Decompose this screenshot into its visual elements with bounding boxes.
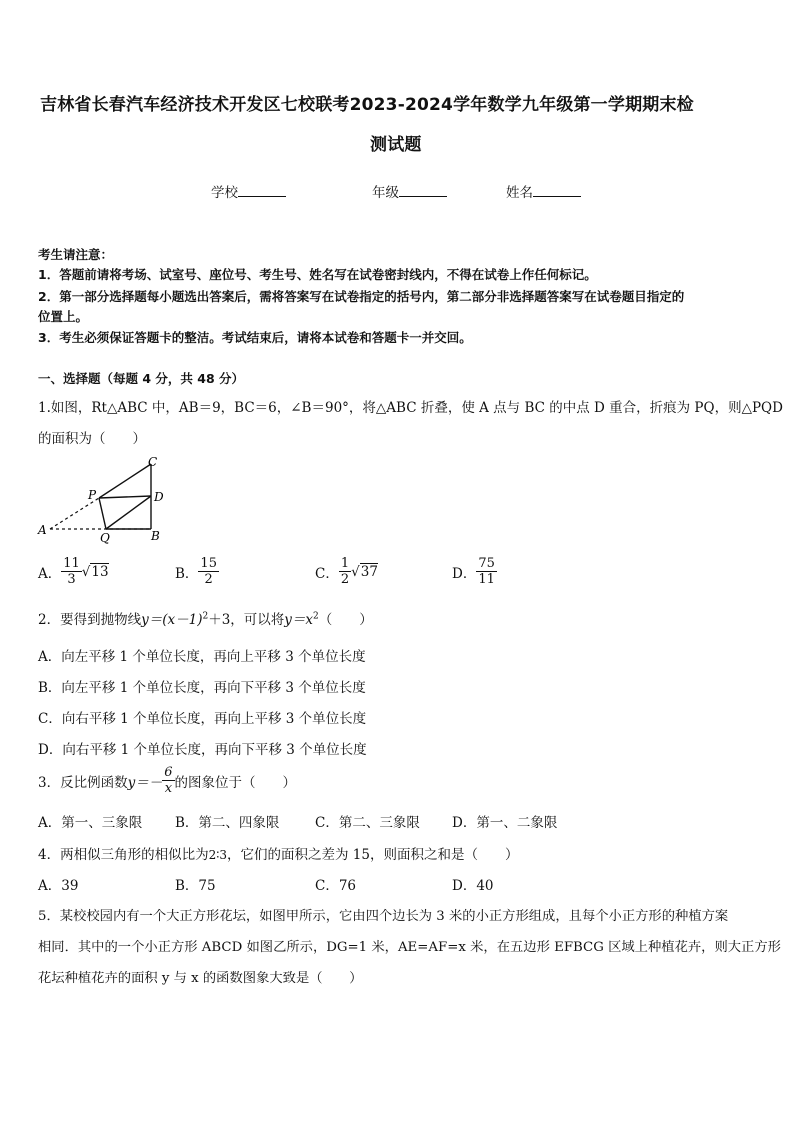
- q2-option-b: B．向左平移 1 个单位长度，再向下平移 3 个单位长度: [38, 680, 366, 696]
- q2-option-c: C．向右平移 1 个单位长度，再向上平移 3 个单位长度: [38, 711, 367, 727]
- q3-option-d: D．第一、二象限: [452, 815, 558, 831]
- school-label: 学校: [211, 185, 238, 201]
- q1-option-d: D． $\frac{75}{11}$: [452, 556, 495, 587]
- q4-option-d: D．40: [452, 878, 494, 894]
- name-label: 姓名: [506, 185, 533, 201]
- grade-label: 年级: [372, 185, 399, 201]
- school-field: [211, 181, 286, 201]
- label-a: A: [38, 523, 47, 537]
- label-d: D: [154, 490, 164, 504]
- notice-item-2-cont: 位置上。: [38, 309, 89, 324]
- q1-text-line1: 1.如图，Rt△ABC 中，AB＝9，BC＝6，∠B＝90°，将△ABC 折叠，使 A 点与 BC 的中点 D 重合，折痕为 PQ，则△PQD: [38, 400, 783, 416]
- q3-option-c: C．第二、三象限: [315, 815, 420, 831]
- label-q: Q: [100, 531, 110, 545]
- q4-option-c: C．76: [315, 878, 357, 894]
- q3-option-b: B．第二、四象限: [175, 815, 280, 831]
- notice-item-3: 3．考生必须保证答题卡的整洁。考试结束后，请将本试卷和答题卡一并交回。: [38, 330, 472, 345]
- q1-option-b-fraction: $\frac{15}{2}$: [200, 556, 217, 587]
- page-title-line2: 测试题: [370, 135, 422, 155]
- notice-item-1: 1．答题前请将考场、试室号、座位号、考生号、姓名写在试卷密封线内，不得在试卷上作任何标记。: [38, 267, 597, 282]
- school-blank: [238, 184, 286, 197]
- q1-text-line2: 的面积为（ ）: [38, 431, 146, 447]
- q3-fraction: $\frac{6}{x}$: [164, 765, 173, 796]
- notice-item-2: 2．第一部分选择题每小题选出答案后，需将答案写在试卷指定的括号内，第二部分非选择题答案写在试卷题目指定的: [38, 289, 685, 304]
- section-heading: 一、选择题（每题 4 分，共 48 分）: [38, 371, 245, 386]
- page-title-line1: 吉林省长春汽车经济技术开发区七校联考2023-2024学年数学九年级第一学期期末检: [40, 95, 694, 115]
- q1-option-d-fraction: $\frac{75}{11}$: [478, 556, 495, 587]
- q4-option-a: A．39: [38, 878, 79, 894]
- q1-option-a-fraction: $\frac{11}{3}$: [63, 556, 80, 587]
- q4-stem: 4．两相似三角形的相似比为2∶3，它们的面积之差为 15，则面积之和是（ ）: [38, 847, 519, 863]
- q5-text-line3: 花坛种植花卉的面积 y 与 x 的函数图象大致是（ ）: [38, 971, 363, 986]
- name-blank: [533, 184, 581, 197]
- q2-option-d: D．向右平移 1 个单位长度，再向下平移 3 个单位长度: [38, 742, 367, 758]
- q3-option-a: A．第一、三象限: [38, 815, 143, 831]
- q1-option-c: C． $\frac{1}{2}$ √ 37: [315, 556, 378, 587]
- q4-option-b: B．75: [175, 878, 216, 894]
- notice-heading: 考生请注意：: [38, 247, 114, 262]
- label-c: C: [148, 455, 158, 469]
- q3-stem: 3．反比例函数 y＝－ $\frac{6}{x}$ 的图象位于（ ）: [38, 765, 297, 796]
- q1-option-b: B． $\frac{15}{2}$: [175, 556, 217, 587]
- q5-text-line1: 5．某校校园内有一个大正方形花坛，如图甲所示，它由四个边长为 3 米的小正方形组成，且每个小正方形的种植方案: [38, 909, 729, 924]
- label-b: B: [151, 529, 160, 543]
- q1-triangle-figure: [30, 452, 180, 547]
- grade-blank: [399, 184, 447, 197]
- grade-field: [372, 181, 447, 201]
- q2-stem: 2．要得到抛物线$y=(x-1)^2+3$，可以将$y=x^2$（ ）: [38, 611, 373, 628]
- name-field: [506, 181, 581, 201]
- label-p: P: [88, 488, 97, 502]
- q2-option-a: A．向左平移 1 个单位长度，再向上平移 3 个单位长度: [38, 649, 366, 665]
- q1-option-c-fraction: $\frac{1}{2}$: [340, 556, 350, 587]
- q5-text-line2: 相同．其中的一个小正方形 ABCD 如图乙所示，DG=1 米，AE=AF=x 米，在五边形 EFBCG 区域上种植花卉，则大正方形: [38, 940, 781, 955]
- q1-option-a: A． $\frac{11}{3}$ √ 13: [38, 556, 109, 587]
